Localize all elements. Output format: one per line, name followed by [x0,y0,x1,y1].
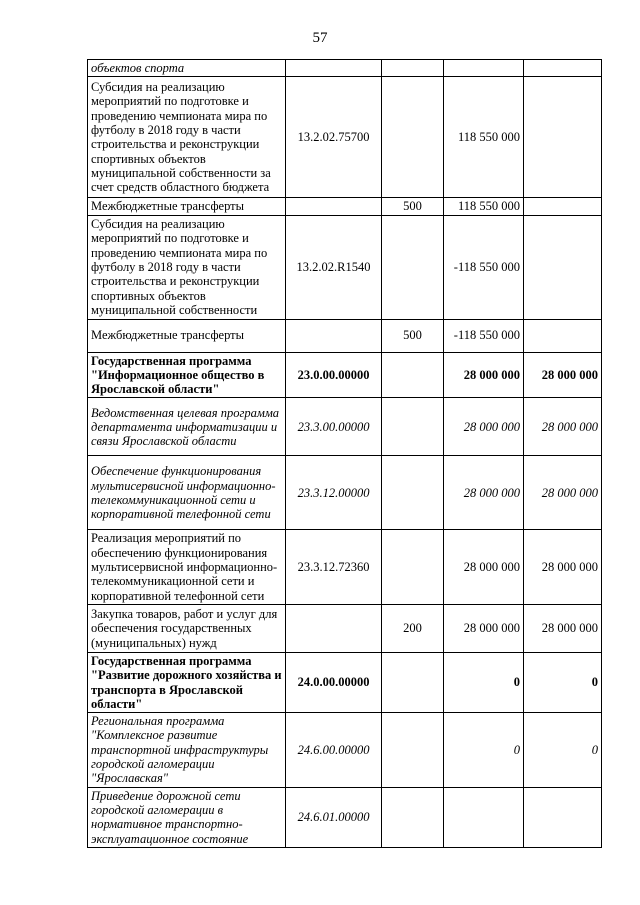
row-code-cell: 24.0.00.00000 [286,652,382,712]
row-sum-2018-cell: 0 [444,652,524,712]
row-type-cell [382,215,444,319]
row-sum-2019-cell [524,60,602,77]
row-name-cell: Обеспечение функционирования мультисервисной информационно-телекоммуникационной сети и корпоративной телефонной сети [88,456,286,530]
row-type-cell: 500 [382,198,444,215]
table-row [88,456,602,530]
row-code-cell [286,604,382,652]
row-sum-2019-cell: 28 000 000 [524,352,602,398]
row-code-cell: 23.3.12.72360 [286,530,382,604]
row-type-cell [382,60,444,77]
row-sum-2019-cell: 28 000 000 [524,604,602,652]
row-sum-2019-cell [524,77,602,198]
row-type-cell [382,352,444,398]
row-name-cell: Субсидия на реализацию мероприятий по подготовке и проведению чемпионата мира по футболу в 2018 году в части строительства и реконструкции спортивных объектов муниципальной собственности [88,215,286,319]
row-sum-2019-cell: 28 000 000 [524,456,602,530]
table-row [88,215,602,319]
budget-table-body [88,60,602,848]
row-sum-2018-cell: 0 [444,713,524,787]
row-sum-2018-cell: -118 550 000 [444,215,524,319]
row-name-cell: Ведомственная целевая программа департамента информатизации и связи Ярославской области [88,398,286,456]
row-sum-2019-cell [524,787,602,847]
row-name-cell: Приведение дорожной сети городской агломерации в нормативное транспортно-эксплуатационное состояние [88,787,286,847]
row-sum-2018-cell: 28 000 000 [444,456,524,530]
row-name-cell: Межбюджетные трансферты [88,198,286,215]
row-name-cell: Региональная программа "Комплексное развитие транспортной инфраструктуры городской агломерации "Ярославская" [88,713,286,787]
table-row [88,604,602,652]
page-number: 57 [312,30,328,46]
row-sum-2019-cell: 0 [524,713,602,787]
table-row [88,77,602,198]
table-row [88,60,602,77]
row-code-cell: 24.6.00.00000 [286,713,382,787]
row-type-cell [382,713,444,787]
row-sum-2019-cell: 28 000 000 [524,530,602,604]
row-sum-2019-cell [524,215,602,319]
row-code-cell: 23.0.00.00000 [286,352,382,398]
row-code-cell [286,198,382,215]
row-type-cell [382,456,444,530]
row-type-cell: 200 [382,604,444,652]
row-type-cell [382,787,444,847]
row-sum-2018-cell: 28 000 000 [444,604,524,652]
row-type-cell [382,398,444,456]
row-type-cell: 500 [382,319,444,352]
row-name-cell: Субсидия на реализацию мероприятий по подготовке и проведению чемпионата мира по футболу в 2018 году в части строительства и реконструкции спортивных объектов муниципальной собственности за счет средств областного бюджета [88,77,286,198]
row-sum-2018-cell: -118 550 000 [444,319,524,352]
row-code-cell [286,60,382,77]
row-name-cell: Государственная программа "Развитие дорожного хозяйства и транспорта в Ярославской области" [88,652,286,712]
row-code-cell: 23.3.00.00000 [286,398,382,456]
row-code-cell: 13.2.02.R1540 [286,215,382,319]
table-row [88,787,602,847]
table-row [88,352,602,398]
row-code-cell: 13.2.02.75700 [286,77,382,198]
row-sum-2018-cell: 118 550 000 [444,198,524,215]
table-row [88,713,602,787]
row-name-cell: Межбюджетные трансферты [88,319,286,352]
row-name-cell: Государственная программа "Информационное общество в Ярославской области" [88,352,286,398]
table-row [88,198,602,215]
row-sum-2019-cell: 0 [524,652,602,712]
row-name-cell: объектов спорта [88,60,286,77]
row-sum-2019-cell [524,319,602,352]
row-sum-2018-cell [444,60,524,77]
budget-table [87,59,602,848]
row-name-cell: Закупка товаров, работ и услуг для обеспечения государственных (муниципальных) нужд [88,604,286,652]
row-type-cell [382,77,444,198]
row-type-cell [382,530,444,604]
row-sum-2018-cell: 28 000 000 [444,352,524,398]
row-sum-2018-cell: 28 000 000 [444,530,524,604]
row-sum-2018-cell: 28 000 000 [444,398,524,456]
table-row [88,319,602,352]
row-code-cell: 23.3.12.00000 [286,456,382,530]
row-code-cell [286,319,382,352]
row-sum-2019-cell: 28 000 000 [524,398,602,456]
row-sum-2018-cell [444,787,524,847]
row-name-cell: Реализация мероприятий по обеспечению функционирования мультисервисной информационно-телекоммуникационной сети и корпоративной телефонной сети [88,530,286,604]
table-row [88,398,602,456]
row-sum-2018-cell: 118 550 000 [444,77,524,198]
row-sum-2019-cell [524,198,602,215]
table-row [88,652,602,712]
table-row [88,530,602,604]
row-type-cell [382,652,444,712]
row-code-cell: 24.6.01.00000 [286,787,382,847]
